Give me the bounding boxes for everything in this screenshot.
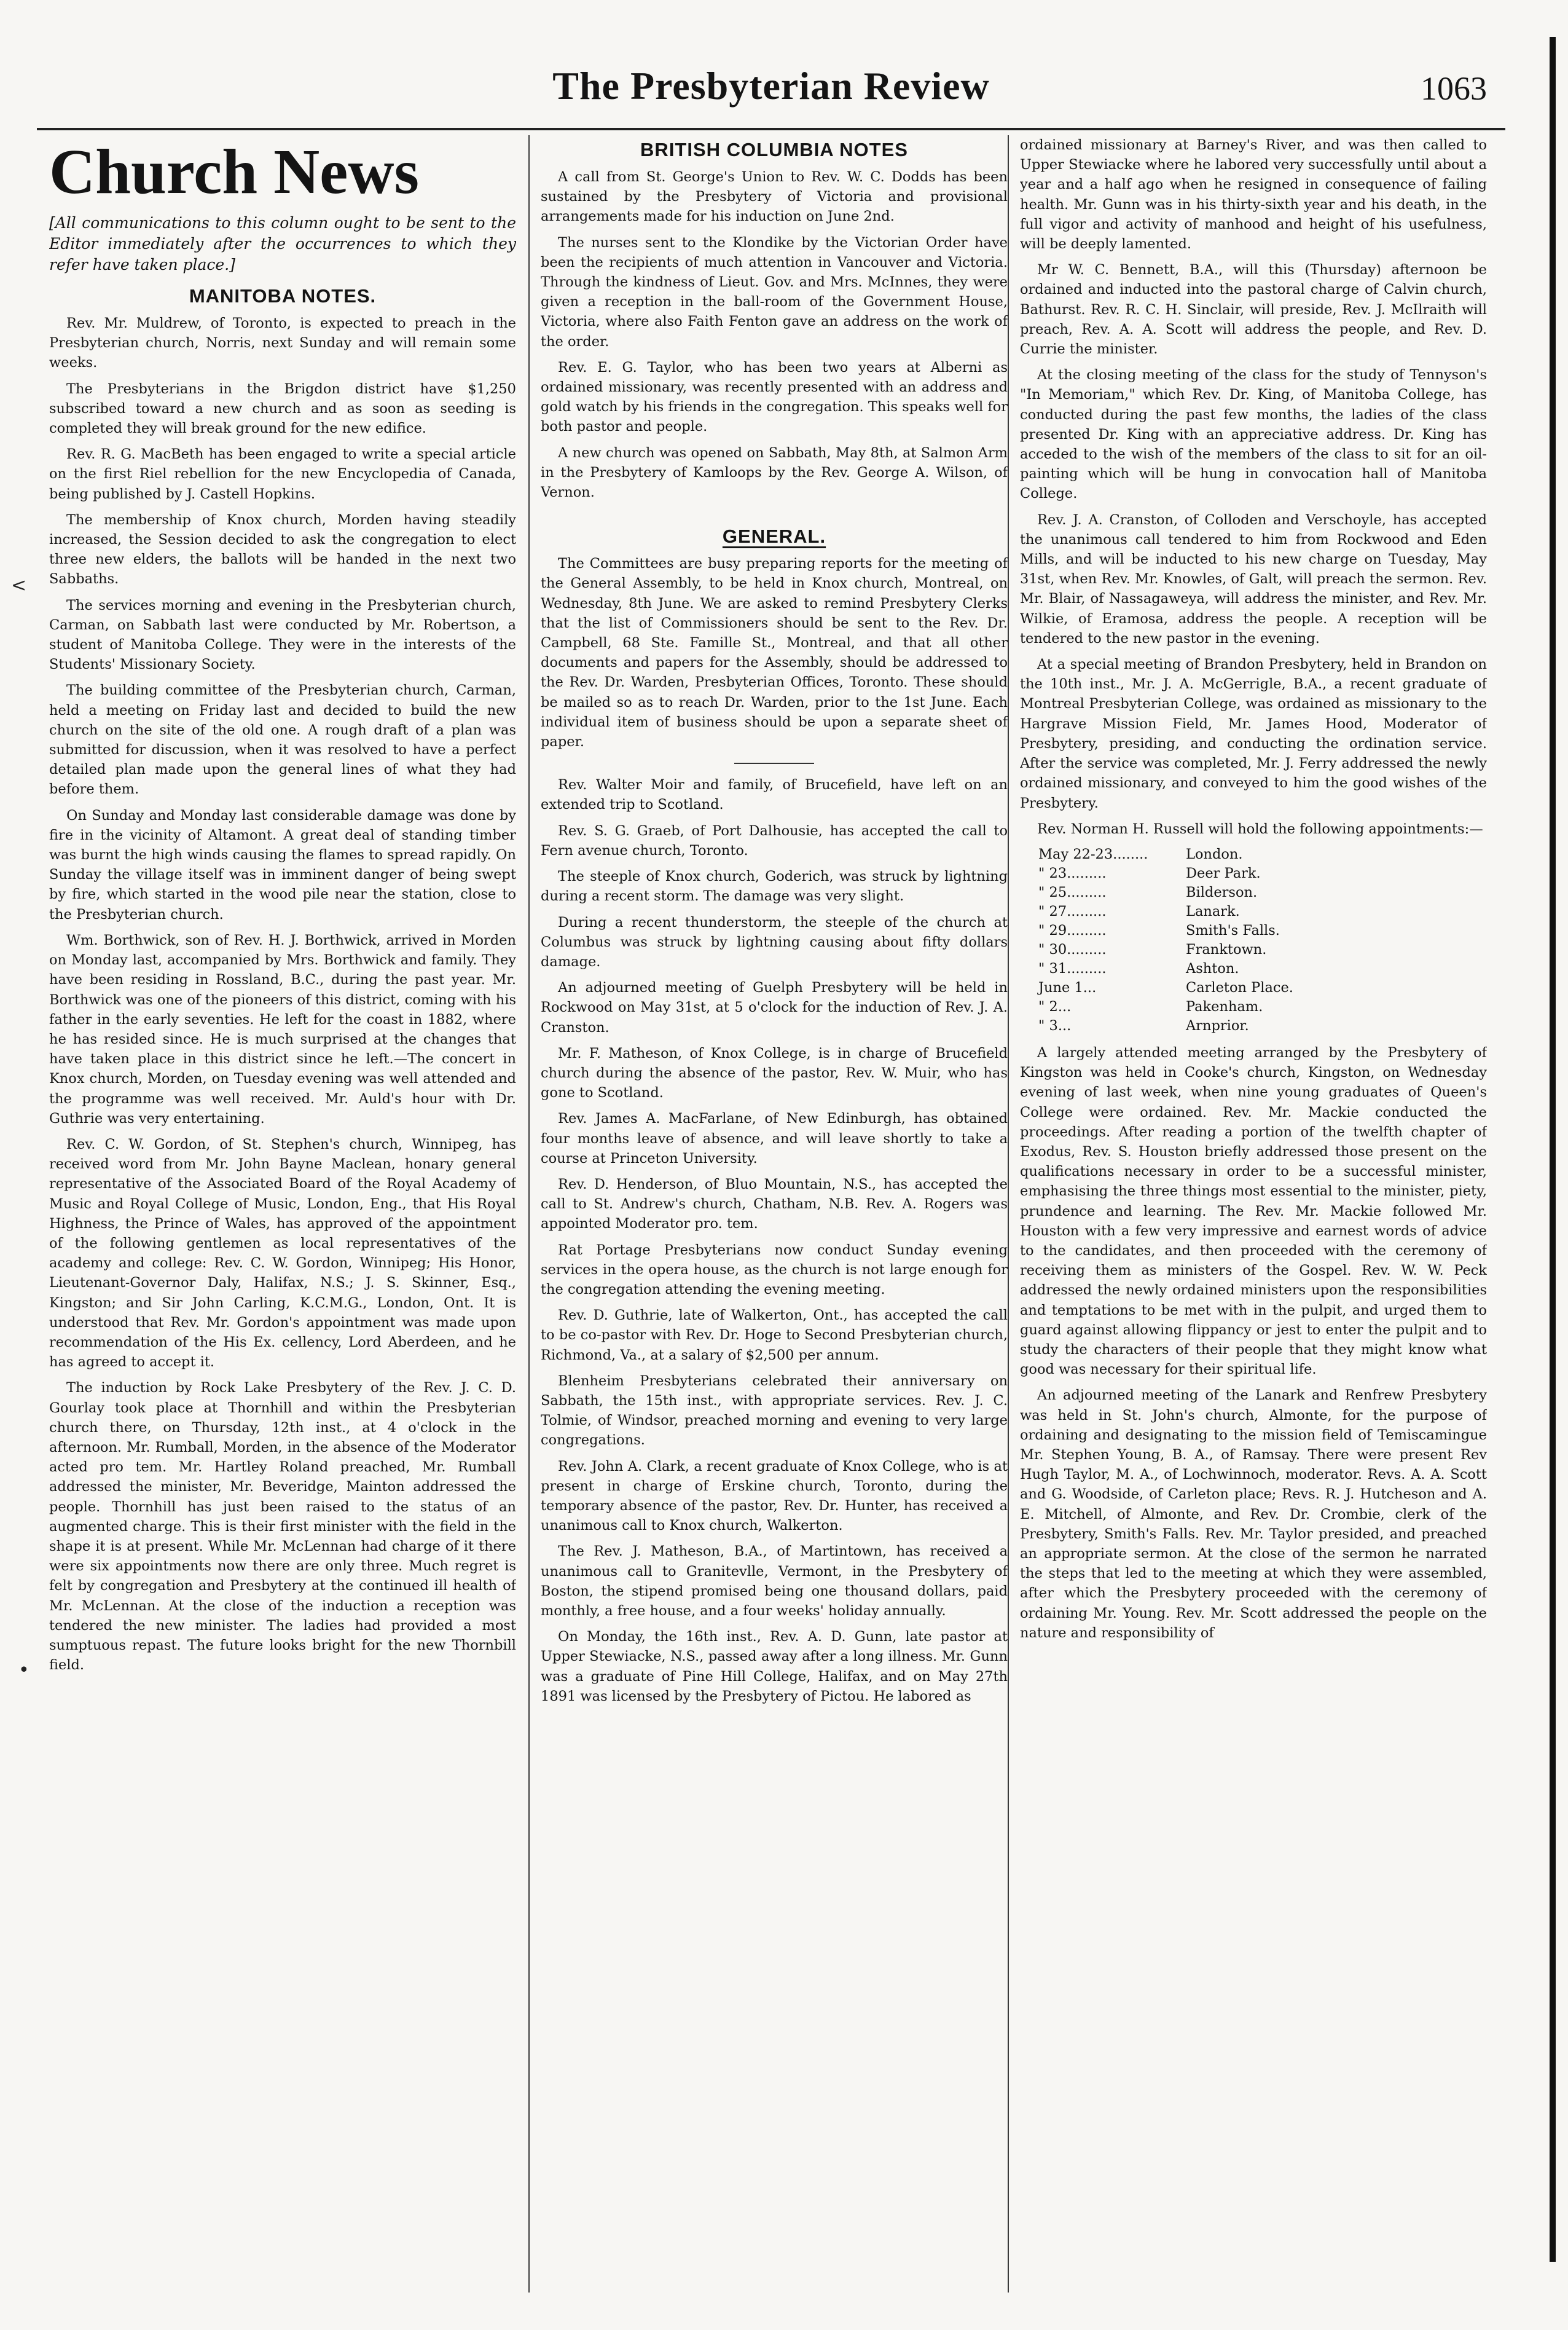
news-item: During a recent thunderstorm, the steeple of the church at Columbus was struck by lightning causing about fifty dollars damage.: [541, 914, 1008, 970]
appointment-place: Pakenham.: [1186, 998, 1263, 1015]
news-item: Blenheim Presbyterians celebrated their anniversary on Sabbath, the 15th inst., with appropriate services. Rev. J. C. Tolmie, of Windsor, preached morning and evening to very large congregations.: [541, 1372, 1008, 1449]
masthead-title: The Presbyterian Review: [552, 64, 990, 108]
appointment-date: " 31.........: [1038, 960, 1107, 977]
news-item: On Monday, the 16th inst., Rev. A. D. Gunn, late pastor at Upper Stewiacke, N.S., passed away after a long illness. Mr. Gunn was a graduate of Pine Hill College, Halifax, and on May 27th 1891 was licensed by the Presbytery of Pictou. He labored as: [541, 1629, 1008, 1704]
column-3: [1020, 135, 1487, 2293]
news-item: Rev. S. G. Graeb, of Port Dalhousie, has accepted the call to Fern avenue church, Toronto.: [541, 822, 1008, 859]
news-item: ordained missionary at Barney's River, and was then called to Upper Stewiacke where he labored very successfully until about a year and a half ago when he resigned in consequence of failing health. Mr. Gunn was in his thirty-sixth year and his death, in the full vigor and activity of manhood and height of his usefulness, will be deeply lamented.: [1020, 137, 1487, 253]
appointment-place: London.: [1186, 846, 1243, 862]
margin-arrow-mark: <: [11, 575, 27, 596]
appointment-place: Lanark.: [1186, 903, 1240, 919]
appointment-date: June 1...: [1038, 979, 1097, 996]
appointment-row: [1038, 998, 1487, 1017]
appointment-row: [1038, 940, 1487, 959]
news-item: The nurses sent to the Klondike by the Victorian Order have been the recipients of much attention in Vancouver and Victoria. Through the kindness of Lieut. Gov. and Mrs. McInnes, they were given a reception in the ball-room of the Government House, Victoria, where also Faith Fenton gave an address on the work of the order.: [541, 234, 1008, 350]
news-item: Rev. E. G. Taylor, who has been two years at Alberni as ordained missionary, was recently presented with an address and gold watch by his friends in the congregation. This speaks well for both pastor and people.: [541, 359, 1008, 435]
appointment-place: Smith's Falls.: [1186, 922, 1280, 939]
column-2: [541, 135, 1008, 2293]
appointment-row: [1038, 883, 1487, 902]
appointment-place: Franktown.: [1186, 941, 1267, 958]
news-item: An adjourned meeting of the Lanark and Renfrew Presbytery was held in St. John's church, Almonte, for the purpose of ordaining and designating to the mission field of Temiscamingue Mr. Stephen Young, B. A., of Ramsay. There were present Rev Hugh Taylor, M. A., of Lochwinnoch, moderator. Revs. A. A. Scott and G. Woodside, of Carleton place; Revs. R. J. Hutcheson and A. E. Mitchell, of Almonte, and Rev. Dr. Crombie, clerk of the Presbytery, Smith's Falls. Rev. Mr. Taylor presided, and preached an appropriate sermon. At the close of the sermon he narrated the steps that led to the meeting at which they were assembled, after which the Presbytery proceeded with the ceremony of ordaining Mr. Young. Rev. Mr. Scott addressed the people on the nature and responsibility of: [1020, 1387, 1487, 1641]
appointment-place: Deer Park.: [1186, 865, 1261, 881]
news-item: Rev. J. A. Cranston, of Colloden and Verschoyle, has accepted the unanimous call tendered to him from Rockwood and Eden Mills, and will be inducted to his new charge on Tuesday, May 31st, when Rev. Mr. Knowles, of Galt, will preach the sermon. Rev. Mr. Blair, of Nassagaweya, will address the minister, and Rev. Mr. Wilkie, of Eramosa, address the people. A reception will be tendered to the new pastor in the evening.: [1020, 511, 1487, 647]
appointments-list: [1038, 845, 1487, 1036]
appointment-date: May 22-23........: [1038, 846, 1148, 862]
appointment-date: " 30.........: [1038, 941, 1107, 958]
appointment-date: " 23.........: [1038, 865, 1107, 881]
column-1: [49, 135, 516, 2293]
news-item: The membership of Knox church, Morden having steadily increased, the Session decided to ask the congregation to elect three new elders, the ballots will be handed in the next two Sabbaths.: [49, 511, 516, 588]
church-news-headline: Church News: [49, 136, 419, 207]
appointment-date: " 2...: [1038, 998, 1072, 1015]
news-item: Mr W. C. Bennett, B.A., will this (Thursday) afternoon be ordained and inducted into the pastoral charge of Calvin church, Bathurst. Rev. R. C. H. Sinclair, will preside, Rev. J. McIlraith will preach, Rev. A. A. Scott will address the people, and Rev. D. Currie the minister.: [1020, 262, 1487, 358]
appointment-date: " 25.........: [1038, 884, 1107, 900]
news-item: Rev. Norman H. Russell will hold the following appointments:—: [1037, 821, 1483, 837]
appointment-place: Arnprior.: [1186, 1017, 1249, 1034]
appointment-row: [1038, 845, 1487, 864]
appointment-row: [1038, 864, 1487, 883]
column-rule-1: [528, 135, 530, 2293]
appointment-row: [1038, 902, 1487, 921]
news-item: The building committee of the Presbyterian church, Carman, held a meeting on Friday last and decided to build the new church on the site of the old one. A rough draft of a plan was submitted for discussion, when it was resolved to have a perfect detailed plan made upon the general lines of what they had before them.: [49, 682, 516, 798]
appointment-row: [1038, 978, 1487, 998]
news-item: Rev. Walter Moir and family, of Brucefield, have left on an extended trip to Scotland.: [541, 777, 1008, 813]
column-rule-2: [1008, 135, 1009, 2293]
news-item: A largely attended meeting arranged by the Presbytery of Kingston was held in Cooke's church, Kingston, on Wednesday evening of last week, when nine young graduates of Queen's College were ordained. Rev. Mr. Mackie conducted the proceedings. After reading a portion of the twelfth chapter of Exodus, Rev. S. Houston briefly addressed those present on the qualifications necessary in order to be a successful minister, emphasising the three things most essential to the minister, piety, prundence and learning. The Rev. Mr. Mackie followed Mr. Houston with a few very impressive and earnest words of advice to the candidates, and then proceeded with the ceremony of receiving them as ministers of the Gospel. Rev. W. W. Peck addressed the newly ordained ministers upon the responsibilities and temptations to be met with in the pulpit, and urged them to guard against allowing flippancy or jest to enter the pulpit and to study the characters of their people that they might know what good was necessary for their spiritual life.: [1020, 1044, 1487, 1378]
news-item: Rev. D. Henderson, of Bluo Mountain, N.S., has accepted the call to St. Andrew's church, Chatham, N.B. Rev. A. Rogers was appointed Moderator pro. tem.: [541, 1176, 1008, 1232]
appointment-place: Ashton.: [1186, 960, 1239, 977]
news-item: At the closing meeting of the class for the study of Tennyson's "In Memoriam," which Rev. Dr. King, of Manitoba College, has conducted during the past few months, the ladies of the class presented Dr. King with an appreciative address. Dr. King has acceded to the wish of the members of the class to sit for an oil-painting which will be hung in convocation hall of Manitoba College.: [1020, 367, 1487, 502]
news-item: At a special meeting of Brandon Presbytery, held in Brandon on the 10th inst., Mr. J. A. McGerrigle, B.A., a recent graduate of Montreal Presbyterian College, was ordained as missionary to the Hargrave Mission Field, Mr. James Hood, Moderator of Presbytery, presiding, and conducting the ordination service. After the service was completed, Mr. J. Ferry addressed the newly ordained missionary, and conveyed to him the good wishes of the Presbytery.: [1020, 656, 1487, 811]
page-number: 1063: [1421, 70, 1487, 107]
news-item: A new church was opened on Sabbath, May 8th, at Salmon Arm in the Presbytery of Kamloops by the Rev. George A. Wilson, of Vernon.: [541, 444, 1008, 501]
news-item: Rev. Mr. Muldrew, of Toronto, is expected to preach in the Presbyterian church, Norris, next Sunday and will remain some weeks.: [49, 315, 516, 371]
appointment-place: Carleton Place.: [1186, 979, 1293, 996]
news-item: Rev. D. Guthrie, late of Walkerton, Ont., has accepted the call to be co-pastor with Rev. Dr. Hoge to Second Presbyterian church, Richmond, Va., at a salary of $2,500 per annum.: [541, 1307, 1008, 1363]
news-item: The Rev. J. Matheson, B.A., of Martintown, has received a unanimous call to Granitevlle, Vermont, in the Presbytery of Boston, the stipend promised being one thousand dollars, paid monthly, a free house, and a four weeks' holiday annually.: [541, 1543, 1008, 1619]
masthead: [37, 30, 1505, 130]
editor-note: [All communications to this column ought to be sent to the Editor immediately after the occurrences to which they refer have taken place.]: [49, 214, 516, 274]
appointment-row: [1038, 921, 1487, 940]
news-item: On Sunday and Monday last considerable damage was done by fire in the vicinity of Altamont. A great deal of standing timber was burnt the high winds causing the flames to spread rapidly. On Sunday the village itself was in imminent danger of being swept by fire, which started in the wood pile near the station, close to the Presbyterian church.: [49, 807, 516, 923]
news-item: The Committees are busy preparing reports for the meeting of the General Assembly, to be held in Knox church, Montreal, on Wednesday, 8th June. We are asked to remind Presbytery Clerks that the list of Commissioners should be sent to the Rev. Dr. Campbell, 68 Ste. Famille St., Montreal, and that all other documents and papers for the Assembly, should be addressed to the Rev. Dr. Warden, Presbyterian Offices, Toronto. These should be mailed so as to reach Dr. Warden, prior to the 1st June. Each individual item of business should be upon a separate sheet of paper.: [541, 556, 1008, 750]
general-heading: GENERAL.: [722, 525, 826, 548]
manitoba-notes-heading: MANITOBA NOTES.: [189, 285, 377, 307]
news-item: Wm. Borthwick, son of Rev. H. J. Borthwick, arrived in Morden on Monday last, accompanied by Mrs. Borthwick and family. They have been residing in Rossland, B.C., during the past year. Mr. Borthwick was one of the pioneers of this district, coming with his father in the early seventies. He left for the coast in 1882, where he has resided since. He is much surprised at the changes that have taken place in this district since he left.—The concert in Knox church, Morden, on Tuesday evening was well attended and the programme was well received. Mr. Auld's hour with Dr. Guthrie was very entertaining.: [49, 932, 516, 1127]
appointment-place: Bilderson.: [1186, 884, 1258, 900]
news-item: Mr. F. Matheson, of Knox College, is in charge of Brucefield church during the absence of the pastor, Rev. W. Muir, who has gone to Scotland.: [541, 1045, 1008, 1101]
appointment-row: [1038, 1017, 1487, 1036]
news-item: The induction by Rock Lake Presbytery of the Rev. J. C. D. Gourlay took place at Thornhill and within the Presbyterian church there, on Thursday, 12th inst., at 4 o'clock in the afternoon. Mr. Rumball, Morden, in the absence of the Moderator acted pro tem. Mr. Hartley Roland preached, Mr. Rumball addressed the minister, Mr. Beveridge, Mainton addressed the people. Thornhill has just been raised to the status of an augmented charge. This is their first minister with the field in the shape it is at present. While Mr. McLennan had charge of it there were six appointments now there are only three. Much regret is felt by congregation and Presbytery at the continued ill health of Mr. McLennan. At the close of the induction a reception was tendered the new minister. The ladies had provided a most sumptuous repast. The future looks bright for the new Thornbill field.: [49, 1380, 516, 1674]
margin-dot-mark: •: [18, 1659, 29, 1681]
section-divider: [734, 763, 814, 764]
news-item: Rat Portage Presbyterians now conduct Sunday evening services in the opera house, as the church is not large enough for the congregation attending the evening meeting.: [541, 1242, 1008, 1297]
page-edge-rule: [1550, 37, 1556, 2262]
news-item: Rev. C. W. Gordon, of St. Stephen's church, Winnipeg, has received word from Mr. John Bayne Maclean, honary general representative of the Associated Board of the Royal Academy of Music and Royal College of Music, London, Eng., that His Royal Highness, the Prince of Wales, has approved of the appointment of the following gentlemen as local representatives of the academy and college: Rev. C. W. Gordon, Winnipeg; His Honor, Lieutenant-Governor Daly, Halifax, N.S.; J. S. Skinner, Esq., Kingston; and Sir John Carling, K.C.M.G., London, Ont. It is understood that Rev. Mr. Gordon's appointment was made upon recommendation of the His Ex. cellency, Lord Aberdeen, and he has agreed to accept it.: [49, 1136, 516, 1371]
news-item: The services morning and evening in the Presbyterian church, Carman, on Sabbath last were conducted by Mr. Robertson, a student of Manitoba College. They were in the interests of the Students' Missionary Society.: [49, 597, 516, 673]
news-item: The steeple of Knox church, Goderich, was struck by lightning during a recent storm. The damage was very slight.: [541, 868, 1008, 905]
appointment-row: [1038, 959, 1487, 978]
news-item: A call from St. George's Union to Rev. W. C. Dodds has been sustained by the Presbytery of Victoria and provisional arrangements made for his induction on June 2nd.: [541, 169, 1008, 225]
appointment-date: " 3...: [1038, 1017, 1072, 1034]
news-item: Rev. R. G. MacBeth has been engaged to write a special article on the first Riel rebellion for the new Encyclopedia of Canada, being published by J. Castell Hopkins.: [49, 446, 516, 502]
british-columbia-notes-heading: BRITISH COLUMBIA NOTES: [640, 139, 908, 160]
news-item: Rev. James A. MacFarlane, of New Edinburgh, has obtained four months leave of absence, and will leave shortly to take a course at Princeton University.: [541, 1111, 1008, 1167]
news-item: Rev. John A. Clark, a recent graduate of Knox College, who is at present in charge of Erskine church, Toronto, during the temporary absence of the pastor, Rev. Dr. Hunter, has received a unanimous call to Knox church, Walkerton.: [541, 1458, 1008, 1534]
news-item: An adjourned meeting of Guelph Presbytery will be held in Rockwood on May 31st, at 5 o'clock for the induction of Rev. J. A. Cranston.: [541, 980, 1008, 1036]
appointment-date: " 29.........: [1038, 922, 1107, 939]
appointment-date: " 27.........: [1038, 903, 1107, 919]
news-item: The Presbyterians in the Brigdon district have $1,250 subscribed toward a new church and as soon as seeding is completed they will break ground for the new edifice.: [49, 380, 516, 437]
